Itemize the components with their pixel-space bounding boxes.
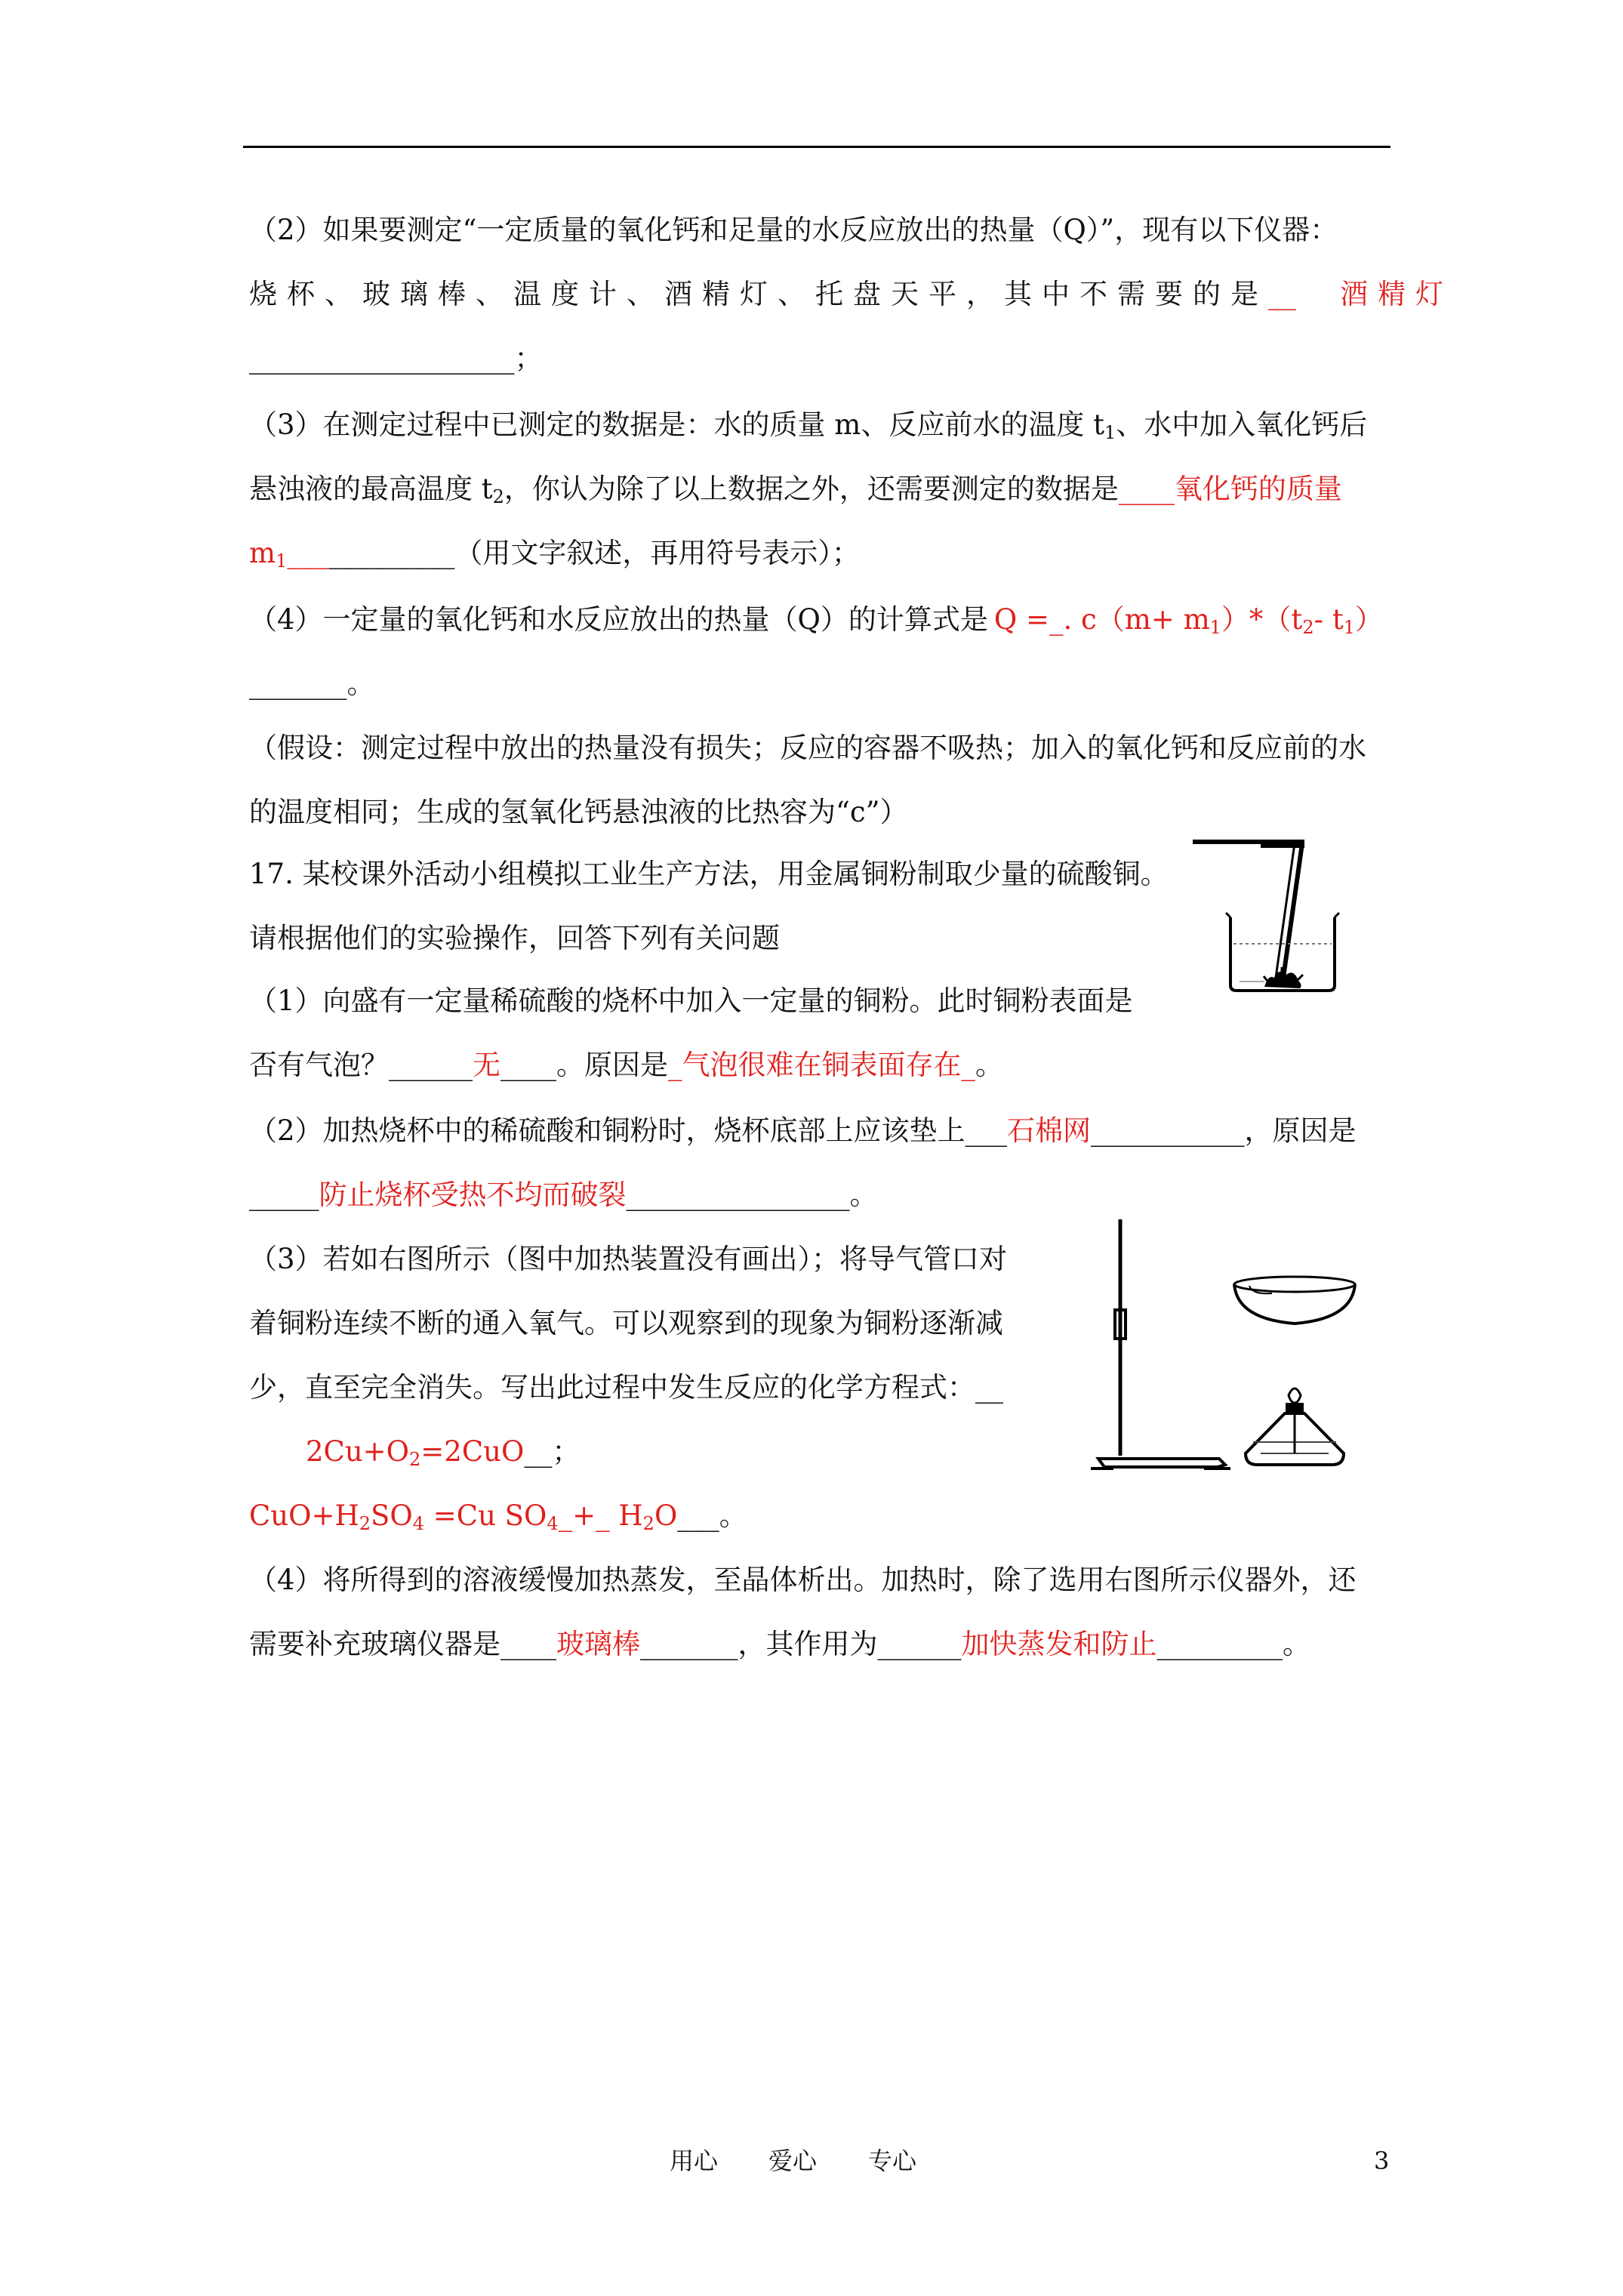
q17-p2-line1: （2）加热烧杯中的稀硫酸和铜粉时，烧杯底部上应该垫上___石棉网___________，原因是 <box>249 1114 1357 1147</box>
q16-p2-line3: ___________________； <box>249 342 543 374</box>
q16-p3-line1: （3）在测定过程中已测定的数据是：水的质量 m、反应前水的温度 $t_1$、水中加入氧化钙后 <box>249 408 1368 443</box>
answer-rod-purpose: 加快蒸发和防止 <box>961 1628 1157 1660</box>
q17-p1-line2: 否有气泡？______无____。原因是_气泡很难在铜表面存在_。 <box>249 1049 1003 1081</box>
q17-equation-1: $2Cu+O_2=2CuO\_\_$； <box>306 1435 581 1470</box>
evaporating-dish-figure <box>1227 1272 1363 1333</box>
q17-intro-line1: 17. 某校课外活动小组模拟工业生产方法，用金属铜粉制取少量的硫酸铜。 <box>249 858 1169 890</box>
header-rule <box>243 146 1390 148</box>
q17-p4-line2: 需要补充玻璃仪器是____玻璃棒_______，其作用为______加快蒸发和防止_________。 <box>249 1628 1310 1660</box>
beaker-tube-figure <box>1185 834 1374 997</box>
q16-p4-line1: （4）一定量的氧化钙和水反应放出的热量（Q）的计算式是 Q =_. $c(m+ m_1)*(t_2-$ $t_1$） <box>249 603 1384 638</box>
answer-bubble-reason: _气泡很难在铜表面存在_ <box>668 1049 975 1081</box>
footer-motto-1: 用心 <box>670 2147 719 2175</box>
q17-p2-line2: _____防止烧杯受热不均而破裂________________。 <box>249 1179 878 1211</box>
q17-intro-line2: 请根据他们的实验操作，回答下列有关问题 <box>249 922 780 954</box>
q16-p4-line2: _______。 <box>249 667 375 700</box>
answer-asbestos-net: 石棉网 <box>1007 1114 1092 1147</box>
q16-p2-line1: （2）如果要测定“一定质量的氧化钙和足量的水反应放出的热量（Q）”，现有以下仪器： <box>249 214 1338 246</box>
q16-p3-line2: 悬浊液的最高温度 $t_2$，你认为除了以上数据之外，还需要测定的数据是____氧化钙的质量 <box>249 473 1342 507</box>
q17-p3-line2: 着铜粉连续不断的通入氧气。可以观察到的现象为铜粉逐渐减 <box>249 1307 1003 1339</box>
heat-formula: Q =_. $c(m+ m_1)*(t_2-$ $t_1$） <box>993 603 1384 638</box>
footer-motto-2: 爱心 <box>768 2147 818 2175</box>
q17-p3-line3: 少，直至完全消失。写出此过程中发生反应的化学方程式：__ <box>249 1371 1003 1404</box>
q17-p1-line1: （1）向盛有一定量稀硫酸的烧杯中加入一定量的铜粉。此时铜粉表面是 <box>249 985 1133 1017</box>
assumption-line2: 的温度相同；生成的氢氧化钙悬浊液的比热容为“c”） <box>249 796 908 828</box>
q17-p3-line1: （3）若如右图所示（图中加热装置没有画出）；将导气管口对 <box>249 1243 1008 1275</box>
answer-no-bubbles: 无 <box>473 1049 500 1081</box>
answer-alcohol-lamp: 酒精灯 <box>1340 278 1453 310</box>
q16-p2-line2: 烧杯、玻璃棒、温度计、酒精灯、托盘天平，其中不需要的是__ 酒精灯 <box>249 278 1453 310</box>
iron-stand-figure <box>1083 1216 1234 1472</box>
answer-cao-mass: 氧化钙的质量 <box>1174 473 1342 505</box>
q17-equation-2: $CuO+H_2SO_4 =Cu$ $SO_4\_+\_$ $H_2O\_\_\_$。 <box>249 1499 747 1534</box>
answer-prevent-cracking: 防止烧杯受热不均而破裂 <box>319 1179 627 1211</box>
footer-motto-3: 专心 <box>868 2147 917 2175</box>
answer-glass-rod: 玻璃棒 <box>556 1628 640 1660</box>
q16-p3-line3: $m_1\_\_\_\_\_\_\_\_\_\_\_\_$（用文字叙述，再用符号表示）； <box>249 537 860 572</box>
alcohol-lamp-figure <box>1238 1382 1351 1472</box>
q17-p4-line1: （4）将所得到的溶液缓慢加热蒸发，至晶体析出。加热时，除了选用右图所示仪器外，还 <box>249 1564 1357 1596</box>
page-number: 3 <box>1374 2147 1390 2175</box>
assumption-line1: （假设：测定过程中放出的热量没有损失；反应的容器不吸热；加入的氧化钙和反应前的水 <box>249 732 1366 764</box>
